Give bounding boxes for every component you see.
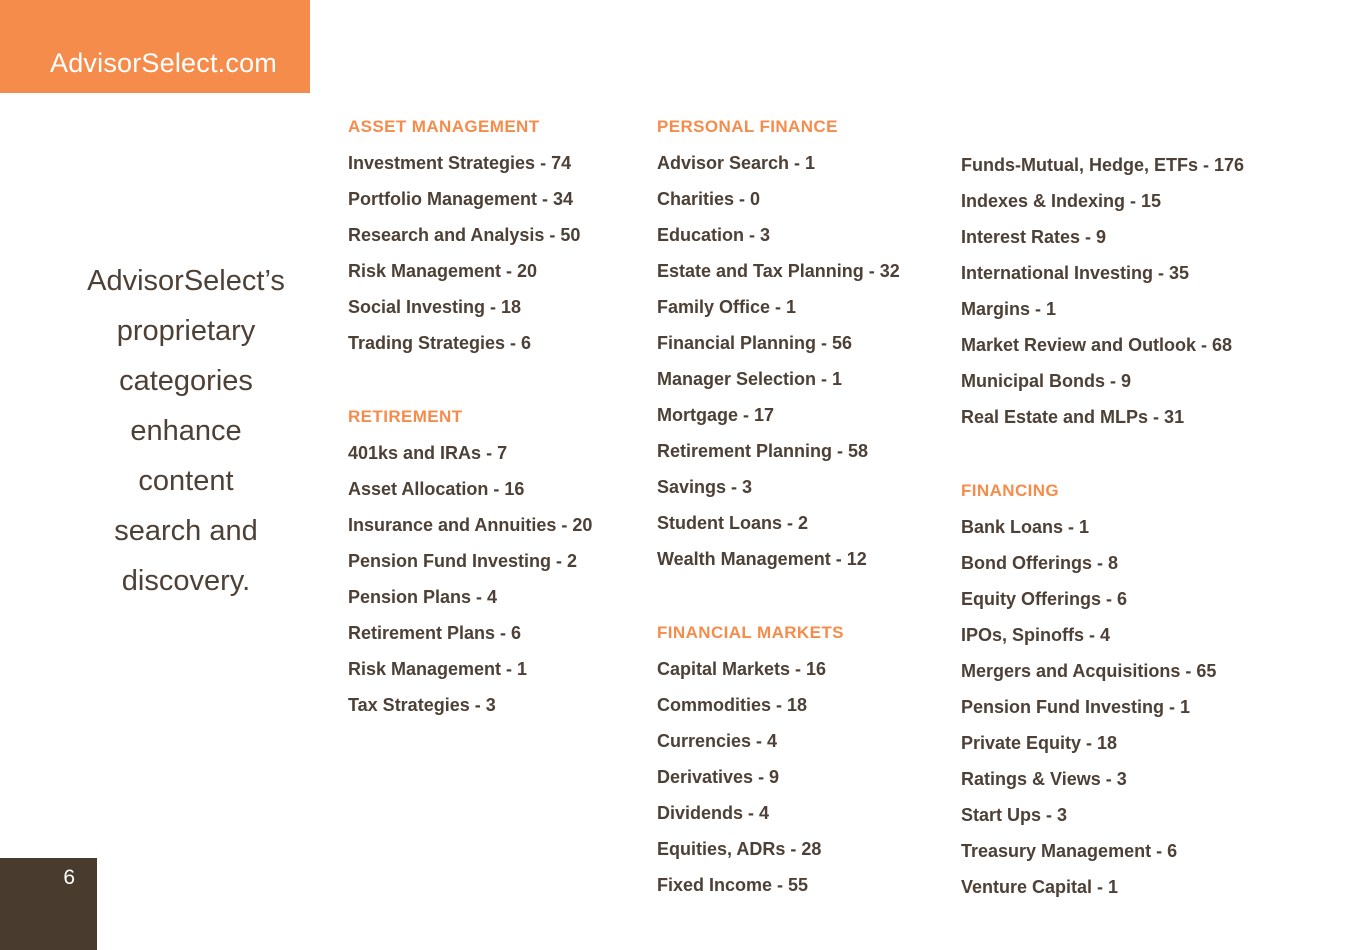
category-item: Venture Capital - 1 [961,877,1119,897]
section-header-asset-management: ASSET MANAGEMENT [348,117,540,136]
category-item: Portfolio Management - 34 [348,189,574,209]
category-item: Market Review and Outlook - 68 [961,335,1233,355]
category-column [657,109,957,903]
section-financing [961,473,1301,905]
category-item: Manager Selection - 1 [657,369,843,389]
header-spacer [961,109,1301,147]
category-item: Dividends - 4 [657,803,770,823]
category-item: Retirement Planning - 58 [657,441,869,461]
category-item: Derivatives - 9 [657,767,780,787]
category-item: Social Investing - 18 [348,297,522,317]
category-item: Bond Offerings - 8 [961,553,1118,573]
category-item: Tax Strategies - 3 [348,695,496,715]
category-item: Asset Allocation - 16 [348,479,525,499]
category-item: Fixed Income - 55 [657,875,809,895]
intro-line: proprietary [116,315,256,347]
category-item: Pension Fund Investing - 1 [961,697,1191,717]
section-retirement [348,399,648,723]
category-item: Family Office - 1 [657,297,797,317]
category-item: Ratings & Views - 3 [961,769,1127,789]
category-item: Funds-Mutual, Hedge, ETFs - 176 [961,155,1245,175]
category-item: Mergers and Acquisitions - 65 [961,661,1217,681]
category-item: Mortgage - 17 [657,405,775,425]
category-column [961,109,1301,905]
category-item: Trading Strategies - 6 [348,333,532,353]
category-item: Commodities - 18 [657,695,808,715]
category-item: Advisor Search - 1 [657,153,816,173]
category-item: Equity Offerings - 6 [961,589,1128,609]
intro-line: discovery. [121,565,251,597]
category-item: Wealth Management - 12 [657,549,867,569]
category-item: Real Estate and MLPs - 31 [961,407,1185,427]
category-item: IPOs, Spinoffs - 4 [961,625,1111,645]
category-item: 401ks and IRAs - 7 [348,443,508,463]
category-item: Savings - 3 [657,477,753,497]
category-item: Risk Management - 20 [348,261,538,281]
category-item: Municipal Bonds - 9 [961,371,1132,391]
section-personal-finance [657,109,957,577]
intro-line: enhance [130,415,242,447]
category-item: Retirement Plans - 6 [348,623,522,643]
category-item: Pension Plans - 4 [348,587,498,607]
category-item: Equities, ADRs - 28 [657,839,822,859]
category-item: Research and Analysis - 50 [348,225,581,245]
category-item: Capital Markets - 16 [657,659,827,679]
category-item: Interest Rates - 9 [961,227,1107,247]
page-number: 6 [63,866,75,889]
category-item: Estate and Tax Planning - 32 [657,261,900,281]
intro-line: content [138,465,234,497]
section-continued [961,109,1301,435]
category-item: Financial Planning - 56 [657,333,853,353]
brand-title: AdvisorSelect.com [50,48,277,78]
category-item: International Investing - 35 [961,263,1190,283]
category-item: Bank Loans - 1 [961,517,1090,537]
category-item: Indexes & Indexing - 15 [961,191,1162,211]
section-header-retirement: RETIREMENT [348,407,463,426]
category-item: Investment Strategies - 74 [348,153,572,173]
intro-line: AdvisorSelect’s [87,265,285,297]
intro-line: search and [114,515,258,547]
section-financial-markets [657,615,957,903]
category-item: Student Loans - 2 [657,513,809,533]
category-item: Treasury Management - 6 [961,841,1178,861]
intro-line: categories [119,365,253,397]
category-item: Currencies - 4 [657,731,778,751]
category-item: Margins - 1 [961,299,1057,319]
section-asset-management [348,109,648,361]
section-header-financing: FINANCING [961,481,1060,500]
category-item: Education - 3 [657,225,771,245]
category-item: Private Equity - 18 [961,733,1118,753]
category-item: Start Ups - 3 [961,805,1068,825]
category-item: Charities - 0 [657,189,761,209]
category-column [348,109,648,723]
category-item: Risk Management - 1 [348,659,528,679]
section-header-financial-markets: FINANCIAL MARKETS [657,623,844,642]
section-header-personal-finance: PERSONAL FINANCE [657,117,838,136]
page-number-box [0,858,97,950]
category-item: Pension Fund Investing - 2 [348,551,578,571]
category-item: Insurance and Annuities - 20 [348,515,593,535]
